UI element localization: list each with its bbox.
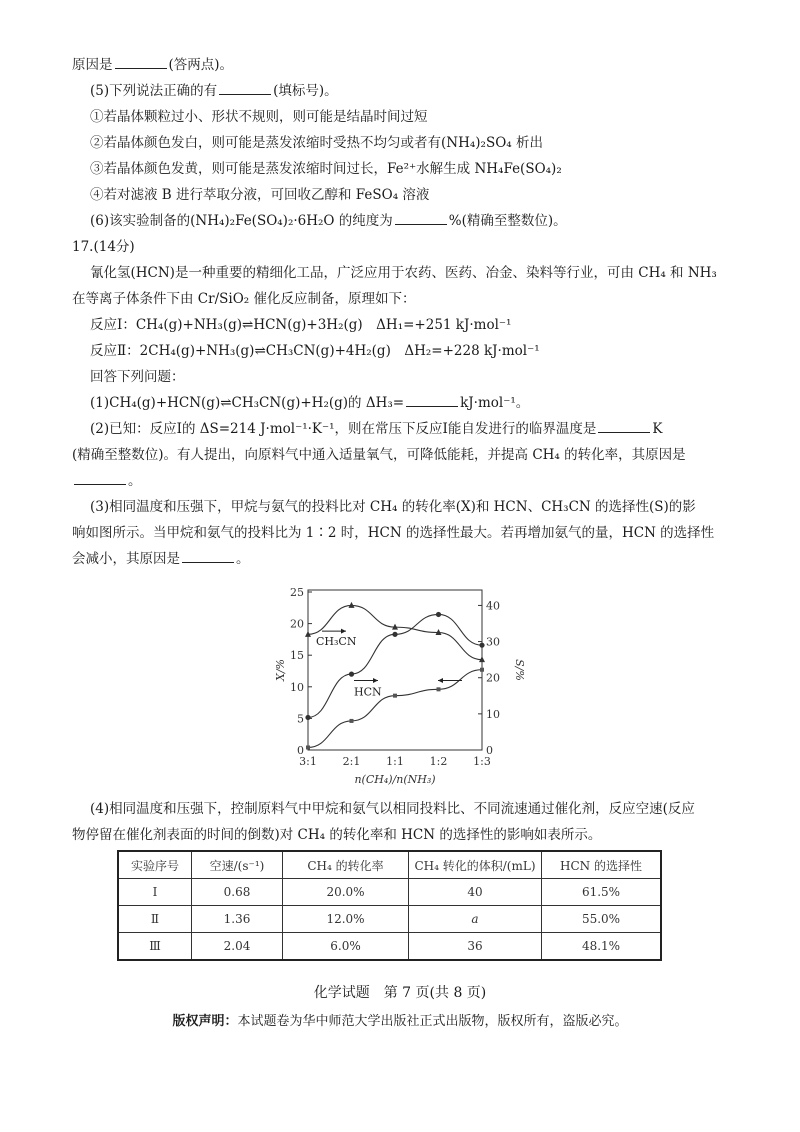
arrow-right-icon (373, 678, 378, 683)
text-line (72, 550, 250, 568)
text: (1)CH₄(g)+HCN(g)⇌CH₃CN(g)+H₂(g)的 ΔH₃= (90, 395, 405, 411)
option-1: ①若晶体颗粒过小、形状不规则，则可能是结晶时间过短 (90, 109, 428, 125)
x-axis-label: n(CH₄)/n(NH₃) (354, 773, 436, 786)
prompt: 回答下列问题： (90, 369, 185, 385)
copyright-text: 本试题卷为华中师范大学出版社正式出版物，版权所有，盗版必究。 (237, 1014, 628, 1029)
cell: 2.04 (192, 933, 283, 961)
option-2: ②若晶体颜色发白，则可能是蒸发浓缩时受热不均匀或者有(NH₄)₂SO₄ 析出 (90, 135, 543, 151)
text: kJ·mol⁻¹。 (460, 395, 530, 411)
x-tick-label: 1:3 (473, 755, 491, 768)
text-line (90, 82, 338, 100)
page-footer: 化学试题 第 7 页(共 8 页) (313, 985, 487, 1001)
text: (答两点)。 (168, 57, 234, 73)
right-tick-label: 20 (486, 671, 500, 685)
left-tick-label: 0 (297, 744, 304, 757)
header-cell: CH₄ 转化的体积/(mL) (409, 851, 542, 879)
right-axis-label: S/% (513, 659, 526, 681)
x-tick-label: 3:1 (299, 755, 317, 768)
right-tick-label: 30 (486, 635, 500, 649)
reaction-1: 反应Ⅰ：CH₄(g)+NH₃(g)⇌HCN(g)+3H₂(g) ΔH₁=+251 kJ·mol⁻¹ (90, 317, 512, 333)
cell: 12.0% (283, 906, 409, 933)
answer-blank[interactable] (598, 420, 650, 433)
header-cell: CH₄ 的转化率 (283, 851, 409, 879)
cell: Ⅰ (118, 879, 192, 906)
data-point-circle (392, 632, 397, 637)
table-row (118, 906, 661, 933)
text: 原因是 (72, 57, 113, 73)
x-tick-label: 1:1 (386, 755, 404, 768)
text-line (90, 420, 662, 438)
text: (填标号)。 (273, 83, 338, 99)
question-number: 17.(14分) (72, 239, 135, 255)
text-line (72, 472, 142, 490)
cell: 20.0% (283, 879, 409, 906)
text: K (652, 421, 663, 437)
text-line (72, 56, 233, 74)
cell: 61.5% (542, 879, 662, 906)
cell: 0.68 (192, 879, 283, 906)
header-cell: HCN 的选择性 (542, 851, 662, 879)
text-line (90, 394, 529, 412)
intro-text: 氰化氢(HCN)是一种重要的精细化工品，广泛应用于农药、医药、冶金、染料等行业，可由 CH₄ 和 NH₃ (90, 265, 717, 281)
text-line: (精确至整数位)。有人提出，向原料气中通入适量氧气，可降低能耗，并提高 CH₄ 的转化率，其原因是 (72, 447, 686, 463)
answer-blank[interactable] (219, 82, 271, 95)
left-tick-label: 15 (290, 649, 304, 663)
space-velocity-table (117, 850, 662, 961)
text-line (90, 212, 567, 230)
answer-blank[interactable] (182, 550, 234, 563)
text-line: 响如图所示。当甲烷和氨气的投料比为 1∶2 时，HCN 的选择性最大。若再增加氨气的量，HCN 的选择性 (72, 525, 715, 541)
answer-blank[interactable] (115, 56, 167, 69)
right-tick-label: 40 (486, 599, 500, 613)
left-axis-label: X/% (274, 659, 287, 681)
series-line-circle (308, 614, 482, 717)
text-line: (3)相同温度和压强下，甲烷与氨气的投料比对 CH₄ 的转化率(X)和 HCN、CH₃CN 的选择性(S)的影 (90, 499, 696, 515)
annotation-hcn: HCN (354, 685, 382, 699)
data-point-square (480, 668, 484, 672)
data-point-square (437, 687, 441, 691)
text: 。 (236, 551, 250, 567)
option-3: ③若晶体颜色发黄，则可能是蒸发浓缩时间过长，Fe²⁺水解生成 NH₄Fe(SO₄)₂ (90, 161, 562, 177)
data-point-triangle (349, 602, 355, 608)
x-tick-label: 1:2 (429, 755, 448, 768)
text-line: 物停留在催化剂表面的时间的倒数)对 CH₄ 的转化率和 HCN 的选择性的影响如表所示。 (72, 827, 602, 843)
cell: 6.0% (283, 933, 409, 961)
data-point-circle (479, 643, 484, 648)
cell: a (409, 906, 542, 933)
cell: 48.1% (542, 933, 662, 961)
left-tick-label: 5 (297, 712, 304, 726)
data-point-circle (305, 715, 310, 720)
answer-blank[interactable] (406, 394, 458, 407)
arrow-right-icon (341, 629, 346, 634)
data-point-square (393, 694, 397, 698)
table-row (118, 933, 661, 961)
cell: 55.0% (542, 906, 662, 933)
arrow-left-icon (438, 678, 443, 683)
cell: 36 (409, 933, 542, 961)
x-tick-label: 2:1 (342, 755, 361, 768)
annotation-ch3cn: CH₃CN (316, 635, 357, 649)
cell: Ⅱ (118, 906, 192, 933)
table-row (118, 879, 661, 906)
table-header-row (118, 851, 661, 879)
text: 会减小，其原因是 (72, 551, 180, 567)
left-tick-label: 25 (290, 586, 304, 599)
text-line: (4)相同温度和压强下，控制原料气中甲烷和氨气以相同投料比、不同流速通过催化剂，反应空速(反应 (90, 801, 695, 817)
copyright-notice (0, 1013, 800, 1031)
header-cell: 实验序号 (118, 851, 192, 879)
option-4: ④若对滤液 B 进行萃取分液，可回收乙醇和 FeSO₄ 溶液 (90, 187, 430, 203)
text: (2)已知：反应Ⅰ的 ΔS=214 J·mol⁻¹·K⁻¹，则在常压下反应Ⅰ能自发进行的临界温度是 (90, 421, 597, 437)
answer-blank[interactable] (74, 472, 126, 485)
data-point-circle (349, 672, 354, 677)
left-tick-label: 20 (290, 617, 304, 631)
conversion-selectivity-chart (270, 578, 530, 790)
cell: 1.36 (192, 906, 283, 933)
text: (5)下列说法正确的有 (90, 83, 218, 99)
text: (6)该实验制备的(NH₄)₂Fe(SO₄)₂·6H₂O 的纯度为 (90, 213, 393, 229)
cell: 40 (409, 879, 542, 906)
right-tick-label: 10 (486, 707, 500, 721)
copyright-label: 版权声明： (172, 1014, 238, 1029)
left-tick-label: 10 (290, 680, 304, 694)
right-tick-label: 0 (486, 744, 493, 757)
data-point-square (350, 719, 354, 723)
answer-blank[interactable] (395, 212, 447, 225)
data-point-circle (436, 612, 441, 617)
header-cell: 空速/(s⁻¹) (192, 851, 283, 879)
intro-text: 在等离子体条件下由 Cr/SiO₂ 催化反应制备，原理如下： (72, 291, 416, 307)
text: %(精确至整数位)。 (448, 213, 567, 229)
cell: Ⅲ (118, 933, 192, 961)
reaction-2: 反应Ⅱ：2CH₄(g)+NH₃(g)⇌CH₃CN(g)+4H₂(g) ΔH₂=+228 kJ·mol⁻¹ (90, 343, 540, 359)
series-line-square (308, 670, 482, 748)
data-point-square (306, 745, 310, 749)
text: 。 (128, 473, 142, 489)
